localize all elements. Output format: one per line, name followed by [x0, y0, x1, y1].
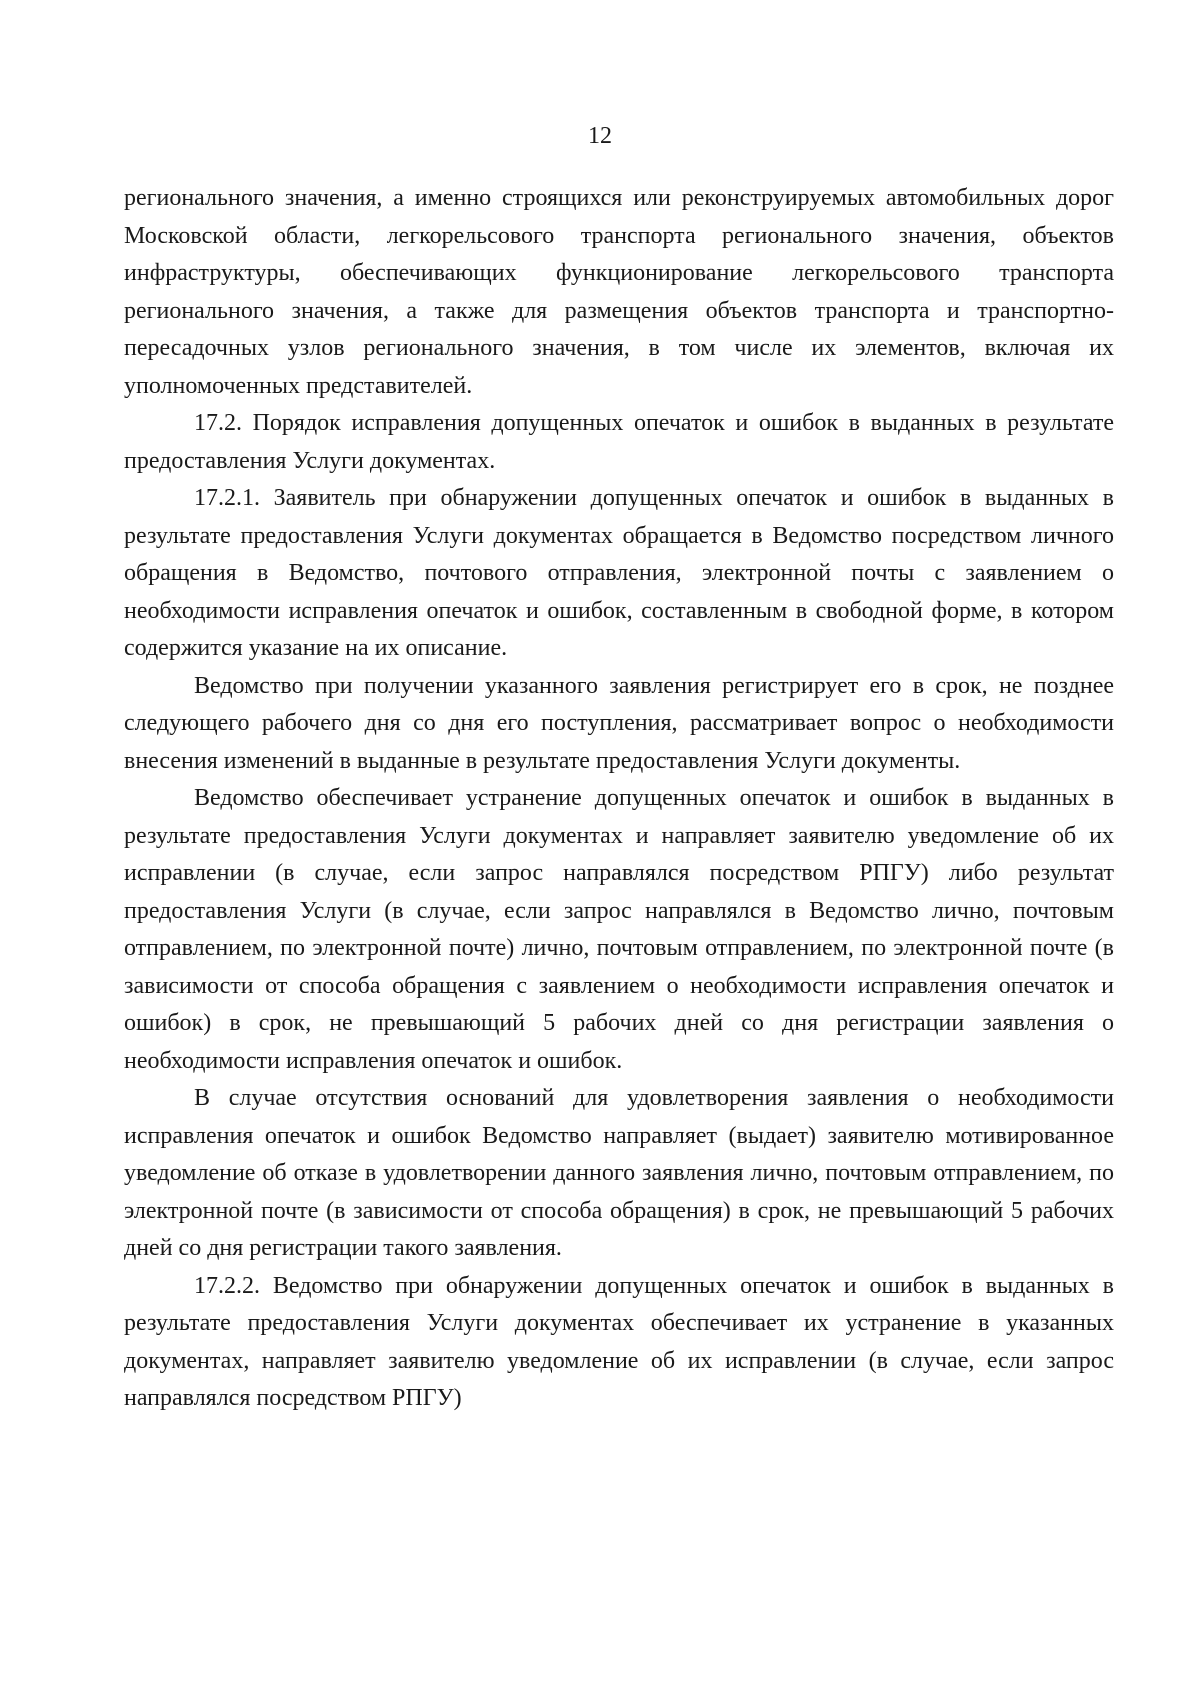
page-number: 12	[588, 123, 612, 149]
paragraph-correction: Ведомство обеспечивает устранение допущенных опечаток и ошибок в выданных в результате предоставления Услуги документах и направляет заявителю уведомление об их исправлении (в случае, если запрос направлялся посредством РПГУ) либо результат предоставления Услуги (в случае, если запрос направлялся в Ведомство лично, почтовым отправлением, по электронной почте) лично, почтовым отправлением, по электронной почте (в зависимости от способа обращения с заявлением о необходимости исправления опечаток и ошибок) в срок, не превышающий 5 рабочих дней со дня регистрации заявления о необходимости исправления опечаток и ошибок.	[124, 785, 1114, 1074]
paragraph-continuation: регионального значения, а именно строящихся или реконструируемых автомобильных дорог Московской области, легкорельсового транспорта регионального значения, объектов инфраструктуры, обеспечивающих функционирование легкорельсового транспорта регионального значения, а также для размещения объектов транспорта и транспортно-пересадочных узлов регионального значения, в том числе их элементов, включая их уполномоченных представителей.	[124, 185, 1114, 399]
paragraph-17-2-2: 17.2.2. Ведомство при обнаружении допущенных опечаток и ошибок в выданных в результате предоставления Услуги документах обеспечивает их устранение в указанных документах, направляет заявителю уведомление об их исправлении (в случае, если запрос направлялся посредством РПГУ)	[124, 1272, 1114, 1411]
document-body	[124, 180, 1114, 1418]
paragraph-17-2-heading: 17.2. Порядок исправления допущенных опечаток и ошибок в выданных в результате предоставления Услуги документах.	[124, 410, 1114, 474]
paragraph-registration: Ведомство при получении указанного заявления регистрирует его в срок, не позднее следующего рабочего дня со дня его поступления, рассматривает вопрос о необходимости внесения изменений в выданные в результате предоставления Услуги документы.	[124, 672, 1114, 774]
paragraph-17-2-1: 17.2.1. Заявитель при обнаружении допущенных опечаток и ошибок в выданных в результате предоставления Услуги документах обращается в Ведомство посредством личного обращения в Ведомство, почтового отправления, электронной почты с заявлением о необходимости исправления опечаток и ошибок, составленным в свободной форме, в котором содержится указание на их описание.	[124, 485, 1114, 661]
paragraph-refusal: В случае отсутствия оснований для удовлетворения заявления о необходимости исправления опечаток и ошибок Ведомство направляет (выдает) заявителю мотивированное уведомление об отказе в удовлетворении данного заявления лично, почтовым отправлением, по электронной почте (в зависимости от способа обращения) в срок, не превышающий 5 рабочих дней со дня регистрации такого заявления.	[124, 1085, 1114, 1261]
